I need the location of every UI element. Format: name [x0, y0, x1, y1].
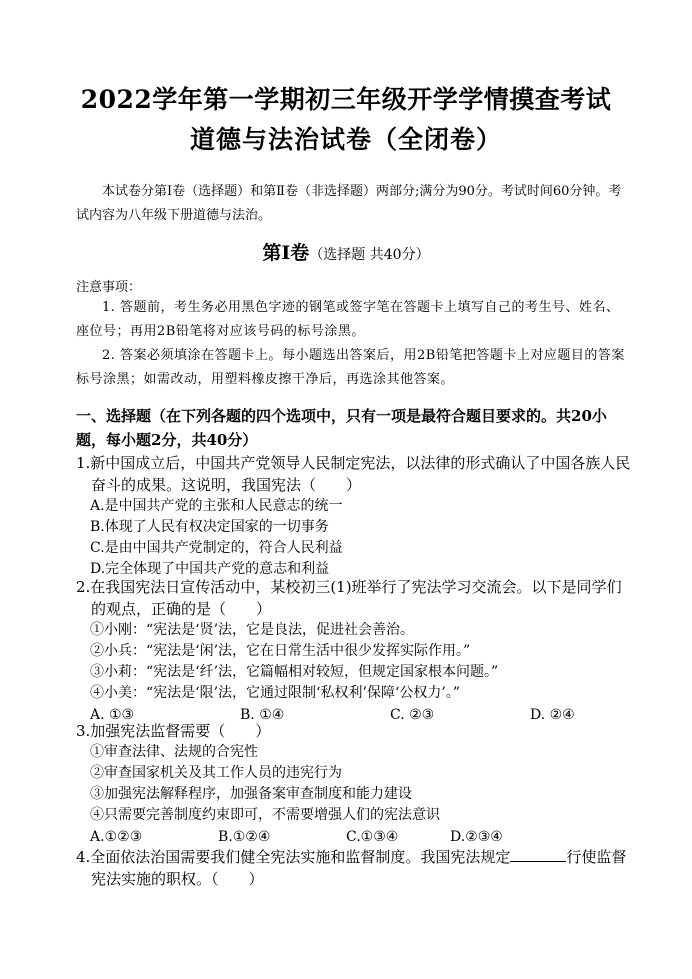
question-stem: 3.加强宪法监督需要（ ）: [76, 722, 271, 740]
part-title: 第Ⅰ卷: [262, 242, 310, 264]
statement-1: ①小刚：“宪法是‘贤’法，它是良法，促进社会善治。: [90, 622, 415, 638]
option-d: D.②③④: [450, 829, 503, 845]
option-b: B.①②④: [218, 829, 271, 845]
options-row: [76, 826, 632, 848]
notice-item-1: 1. 答题前，考生务必用黑色字迹的钢笔或签字笔在答题卡上填写自己的考生号、姓名、座位号；再用2B铅笔将对应该号码的标号涂黑。: [76, 300, 620, 339]
option-a: A.①②③: [90, 829, 143, 845]
answer-blank: [510, 847, 566, 862]
section-heading: 一、选择题（在下列各题的四个选项中，只有一项是最符合题目要求的。共20小题，每小题2分，共40分）: [76, 407, 607, 449]
option-a: A.是中国共产党的主张和人民意志的统一: [90, 498, 343, 514]
statement-4: ④小美：“宪法是‘限’法，它通过限制‘私权利’保障‘公权力’。”: [90, 685, 461, 701]
statement-2: ②审查国家机关及其工作人员的违宪行为: [90, 765, 342, 781]
part-subtitle: （选择题 共40分）: [309, 247, 430, 263]
question-1: [76, 452, 632, 580]
question-stem: [76, 846, 632, 890]
question-stem-start: 4.全面依法治国需要我们健全宪法实施和监督制度。我国宪法规定: [76, 848, 511, 866]
option-c: C.是由中国共产党制定的，符合人民利益: [90, 540, 343, 556]
exam-title: 2022学年第一学期初三年级开学学情摸查考试: [80, 85, 612, 114]
option-b: B.体现了人民有权决定国家的一切事务: [90, 519, 329, 535]
statement-3: ③小莉：“宪法是‘纤’法，它篇幅相对较短，但规定国家根本问题。”: [90, 664, 499, 680]
option-b: B. ①④: [240, 707, 285, 723]
statement-1: ①审查法律、法规的合宪性: [90, 744, 258, 760]
option-d: D.完全体现了中国共产党的意志和利益: [90, 561, 330, 577]
statement-3: ③加强宪法解释程序，加强备案审查制度和能力建设: [90, 786, 412, 802]
notice-heading: 注意事项：: [76, 280, 142, 295]
question-stem: 2.在我国宪法日宣传活动中，某校初三(1)班举行了宪法学习交流会。以下是同学们的观点，正确的是（ ）: [76, 578, 622, 618]
question-3: [76, 720, 632, 848]
exam-subtitle: 道德与法治试卷（全闭卷）: [189, 125, 502, 154]
notice-item-2: 2. 答案必须填涂在答题卡上。每小题选出答案后，用2B铅笔把答题卡上对应题目的答案标号涂黑；如需改动，用塑料橡皮擦干净后，再选涂其他答案。: [76, 348, 625, 387]
option-a: A. ①③: [90, 707, 135, 723]
question-2: [76, 576, 632, 726]
question-stem: 1.新中国成立后，中国共产党领导人民制定宪法，以法律的形式确认了中国各族人民奋斗的成果。这说明，我国宪法（ ）: [76, 454, 631, 494]
option-c: C. ②③: [390, 707, 435, 723]
option-d: D. ②④: [530, 707, 575, 723]
question-4: [76, 846, 632, 890]
option-c: C.①③④: [346, 829, 399, 845]
statement-2: ②小兵：“宪法是‘闲’法，它在日常生活中很少发挥实际作用。”: [90, 643, 471, 659]
statement-4: ④只需要完善制度约束即可，不需要增强人们的宪法意识: [90, 807, 440, 823]
part-heading: [0, 238, 692, 265]
question-stem-end: 行使监督宪法实施的职权。（ ）: [91, 848, 627, 888]
exam-instructions: 本试卷分第Ⅰ卷（选择题）和第Ⅱ卷（非选择题）两部分;满分为90分。考试时间60分钟。考试内容为八年级下册道德与法治。: [76, 184, 622, 223]
